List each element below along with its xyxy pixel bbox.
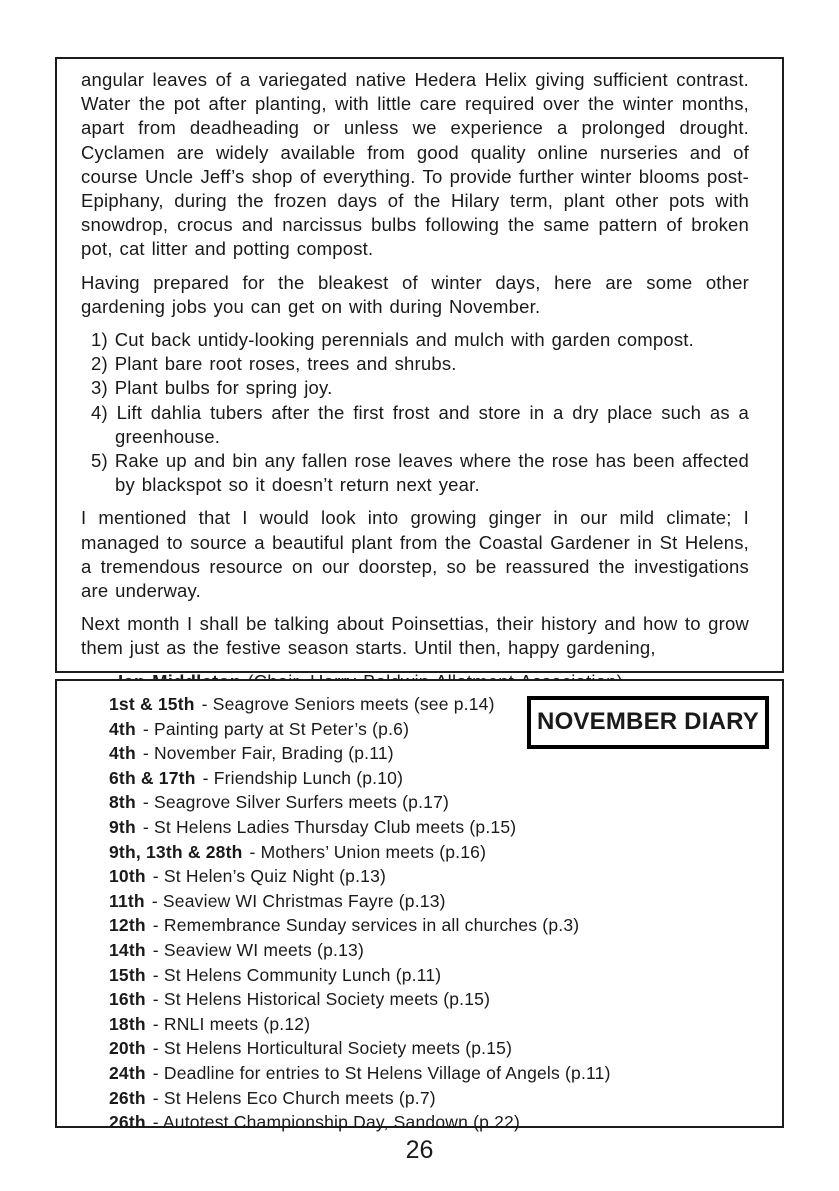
diary-entry-date: 6th & 17th [109, 767, 196, 788]
diary-entry-date: 24th [109, 1062, 146, 1083]
gardening-article-box [55, 57, 784, 673]
diary-entry [109, 840, 768, 865]
diary-entry-text: - Mothers’ Union meets (p.16) [249, 841, 487, 862]
garden-list-item: 5) Rake up and bin any fallen rose leaves where the rose has been affected by blackspot so it doesn’t return next year. [91, 450, 749, 496]
diary-entry-date: 8th [109, 792, 136, 813]
diary-entry-date: 1st & 15th [109, 694, 195, 714]
november-diary-box [55, 679, 784, 1133]
diary-entry-text: - St Helen’s Quiz Night (p.13) [152, 866, 387, 887]
diary-entry-text: - St Helens Historical Society meets (p.15) [152, 989, 491, 1010]
diary-entry-date: 11th [109, 890, 145, 911]
diary-entry-text: - St Helens Eco Church meets (p.7) [152, 1087, 436, 1108]
diary-entry-text: - Seagrove Silver Surfers meets (p.17) [142, 792, 450, 813]
diary-entry [109, 815, 768, 840]
diary-entry-date: 4th [109, 718, 136, 739]
article-paragraph-2: Having prepared for the bleakest of winter days, here are some other gardening jobs you can get on with during November. [81, 271, 749, 317]
page-number: 26 [405, 1136, 434, 1164]
diary-entry [109, 963, 768, 988]
diary-entry-text: - November Fair, Brading (p.11) [142, 743, 394, 764]
garden-list-item: 4) Lift dahlia tubers after the first frost and store in a dry place such as a greenhouse. [91, 401, 749, 447]
diary-entry-text: - Painting party at St Peter’s (p.6) [142, 718, 410, 739]
diary-entry [109, 938, 768, 963]
diary-entry-date: 12th [109, 915, 146, 936]
diary-entry [109, 766, 768, 791]
diary-entry-date: 26th [109, 1112, 146, 1133]
diary-list [109, 692, 768, 1135]
diary-entry-text: - Friendship Lunch (p.10) [202, 767, 404, 788]
diary-entry-date: 9th [109, 816, 136, 837]
article-paragraph-4: Next month I shall be talking about Poinsettias, their history and how to grow them just as the festive season starts. Until then, happy gardening, [81, 613, 749, 659]
diary-entry [109, 864, 768, 889]
article-paragraph-3: I mentioned that I would look into growing ginger in our mild climate; I managed to source a beautiful plant from the Coastal Gardener in St Helens, a tremendous resource on our doorstep, so be reassured the investigations are underway. [81, 507, 749, 602]
diary-entry-date: 14th [109, 939, 146, 960]
garden-list-item: 1) Cut back untidy-looking perennials and mulch with garden compost. [91, 329, 694, 351]
diary-entry-date: 16th [109, 989, 146, 1010]
diary-entry [109, 913, 768, 938]
diary-entry [109, 889, 768, 914]
diary-entry [109, 1012, 768, 1037]
diary-entry-date: 9th, 13th & 28th [109, 841, 243, 862]
garden-list-item: 2) Plant bare root roses, trees and shrubs. [91, 353, 457, 375]
diary-entry-date: 15th [109, 964, 146, 985]
diary-entry-text: - St Helens Community Lunch (p.11) [152, 964, 442, 985]
diary-entry-text: - Autotest Championship Day, Sandown (p.22) [152, 1112, 521, 1133]
diary-entry-text: - Deadline for entries to St Helens Village of Angels (p.11) [152, 1062, 611, 1083]
diary-entry [109, 987, 768, 1012]
diary-entry-date: 10th [109, 866, 146, 887]
diary-title: NOVEMBER DIARY [537, 708, 759, 736]
diary-entry [109, 1110, 768, 1135]
diary-entry-text: - Remembrance Sunday services in all churches (p.3) [152, 915, 580, 936]
diary-entry [109, 1061, 768, 1086]
diary-entry [109, 1086, 768, 1111]
diary-entry-date: 4th [109, 743, 136, 764]
garden-jobs-list [81, 328, 749, 497]
diary-entry-text: - Seaview WI meets (p.13) [152, 939, 364, 960]
diary-entry [109, 1036, 768, 1061]
article-paragraph-1: angular leaves of a variegated native Hedera Helix giving sufficient contrast. Water the pot after planting, with little care required over the winter months, apart from deadheading or unless we experience a prolonged drought. Cyclamen are widely available from good quality online nurseries and of course Uncle Jeff’s shop of everything. To provide further winter blooms post-Epiphany, during the frozen days of the Hilary term, plant other pots with snowdrop, crocus and narcissus bulbs following the same pattern of broken pot, cat litter and potting compost. [81, 69, 749, 260]
diary-entry-text: - St Helens Horticultural Society meets (p.15) [152, 1038, 513, 1059]
diary-entry-text: - RNLI meets (p.12) [152, 1013, 311, 1034]
diary-entry-date: 26th [109, 1087, 146, 1108]
diary-entry-date: 20th [109, 1038, 146, 1059]
garden-list-item: 3) Plant bulbs for spring joy. [91, 377, 333, 399]
diary-title-box [527, 696, 769, 749]
diary-entry-date: 18th [109, 1013, 146, 1034]
diary-entry-text: - Seaview WI Christmas Fayre (p.13) [151, 890, 446, 911]
diary-entry-text: - St Helens Ladies Thursday Club meets (p.15) [142, 816, 517, 837]
diary-entry-text: - Seagrove Seniors meets (see p.14) [201, 694, 495, 714]
diary-entry [109, 790, 768, 815]
